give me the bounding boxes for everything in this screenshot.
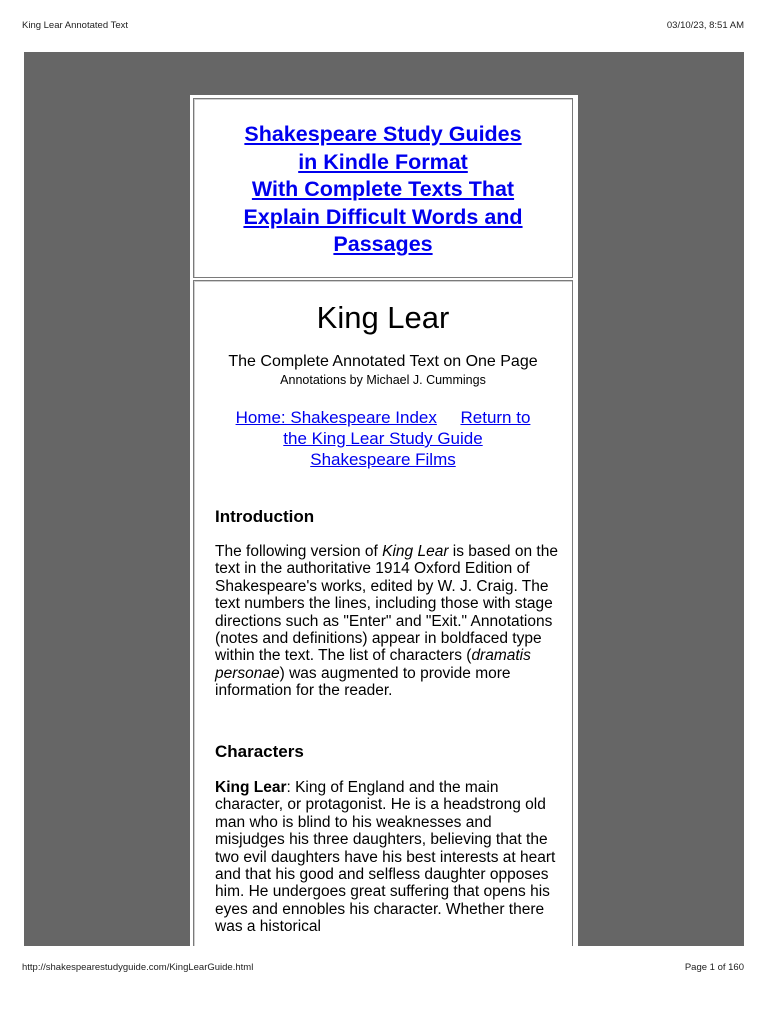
promo-link-line-5[interactable]: Passages [333,232,433,256]
page-background [24,52,744,946]
intro-text-2: is based on the text in the authoritative 1914 Oxford Edition of Shakespeare's works, edited by W. J. Craig. The text numbers the lines, including those with stage directions such as "Enter" and "Exit." Annotations (notes and definitions) appear in boldfaced type within the text. The list of characters ( [215,543,558,665]
promo-link-line-1[interactable]: Shakespeare Study Guides [244,122,522,146]
kindle-promo-link-block [204,121,562,259]
content-column [190,95,578,946]
main-content-box [193,280,573,946]
intro-text-3: ) was augmented to provide more information for the reader. [215,664,511,700]
promo-link-line-3[interactable]: With Complete Texts That [251,177,515,201]
page-title: King Lear [316,300,450,335]
page-subtitle: The Complete Annotated Text on One Page [228,353,538,370]
return-link-part-1[interactable]: Return to [460,408,531,427]
return-link-part-2[interactable]: the King Lear Study Guide [283,429,483,448]
character-name: King Lear [215,779,287,796]
print-header-datetime: 03/10/23, 8:51 AM [666,20,744,31]
print-footer [22,962,744,976]
print-header-title: King Lear Annotated Text [22,20,128,31]
introduction-heading: Introduction [215,507,315,526]
print-footer-page-number: Page 1 of 160 [684,962,744,973]
films-link[interactable]: Shakespeare Films [310,450,456,469]
nav-links [214,407,552,470]
intro-text-1: The following version of [215,543,383,560]
characters-heading: Characters [215,742,304,761]
home-link[interactable]: Home: Shakespeare Index [235,408,437,427]
promo-box [193,98,573,278]
annotator-byline: Annotations by Michael J. Cummings [280,373,486,387]
intro-italic-title: King Lear [382,543,449,560]
promo-link-line-2[interactable]: in Kindle Format [298,149,468,174]
character-description: : King of England and the main character, or protagonist. He is a headstrong old man who is blind to his weaknesses and misjudges his three daughters, believing that the two evil daughters have his best interests at heart and that his good and selfless daughter opposes him. He undergoes great suffering that opens his eyes and ennobles his character. Whether there was a historical [215,779,556,936]
introduction-paragraph [215,543,558,700]
character-king-lear-paragraph [215,779,558,936]
print-footer-url: http://shakespearestudyguide.com/KingLearGuide.html [22,962,254,973]
print-header [22,20,744,34]
intro-italic-dramatis: dramatis personae [215,647,531,682]
promo-link-line-4[interactable]: Explain Difficult Words and [243,204,523,229]
